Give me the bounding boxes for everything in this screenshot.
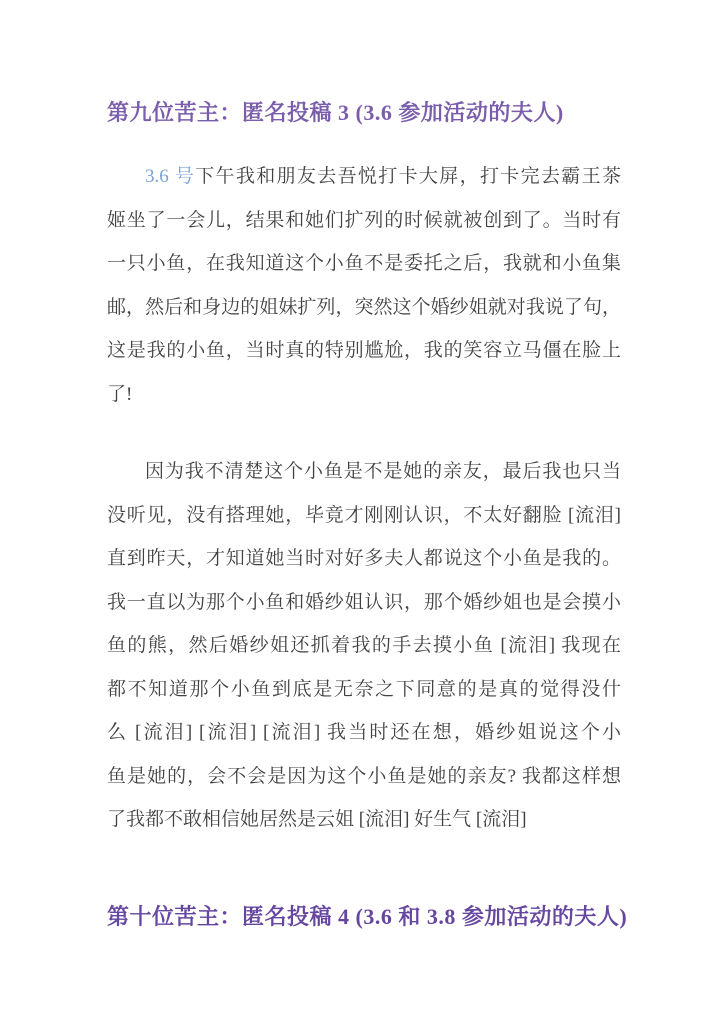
paragraph-line: 邮，然后和身边的姐妹扩列，突然这个婚纱姐就对我说了句， — [107, 296, 621, 318]
paragraph-line: 么 [流泪] [流泪] [流泪] 我当时还在想，婚纱姐说这个小 — [107, 722, 621, 743]
paragraph-line: 了! — [107, 383, 133, 405]
paragraph-line: 因为我不清楚这个小鱼是不是她的亲友，最后我也只当 — [145, 461, 621, 482]
paragraph-line: 鱼是她的，会不会是因为这个小鱼是她的亲友? 我都这样想 — [107, 765, 621, 787]
paragraph-line: 了我都不敢相信她居然是云姐 [流泪] 好生气 [流泪] — [107, 809, 527, 830]
paragraph-line: 直到昨天，才知道她当时对好多夫人都说这个小鱼是我的。 — [107, 548, 621, 569]
post9-paragraph-2 — [107, 450, 621, 842]
paragraph-line: 我一直以为那个小鱼和婚纱姐认识，那个婚纱姐也是会摸小 — [107, 591, 621, 613]
line-text: 下午我和朋友去吾悦打卡大屏，打卡完去霸王茶 — [195, 166, 621, 187]
paragraph-line: 鱼的熊，然后婚纱姐还抓着我的手去摸小鱼 [流泪] 我现在 — [107, 635, 621, 656]
section-heading-victim-9: 第九位苦主：匿名投稿 3 (3.6 参加活动的夫人) — [107, 100, 564, 125]
paragraph-line: 这是我的小鱼，当时真的特别尴尬，我的笑容立马僵在脸上 — [107, 340, 621, 361]
paragraph-line: 没听见，没有搭理她，毕竟才刚刚认识，不太好翻脸 [流泪] — [107, 504, 621, 526]
post9-paragraph-1 — [107, 155, 621, 416]
paragraph-line: 一只小鱼，在我知道这个小鱼不是委托之后，我就和小鱼集 — [107, 253, 621, 274]
paragraph-line — [107, 155, 621, 199]
paragraph-line: 姬坐了一会儿，结果和她们扩列的时候就被创到了。当时有 — [107, 209, 621, 231]
section-heading-victim-10: 第十位苦主：匿名投稿 4 (3.6 和 3.8 参加活动的夫人) — [107, 904, 628, 929]
paragraph-line: 都不知道那个小鱼到底是无奈之下同意的是真的觉得没什 — [107, 678, 621, 700]
date-highlight: 3.6 号 — [145, 166, 196, 187]
